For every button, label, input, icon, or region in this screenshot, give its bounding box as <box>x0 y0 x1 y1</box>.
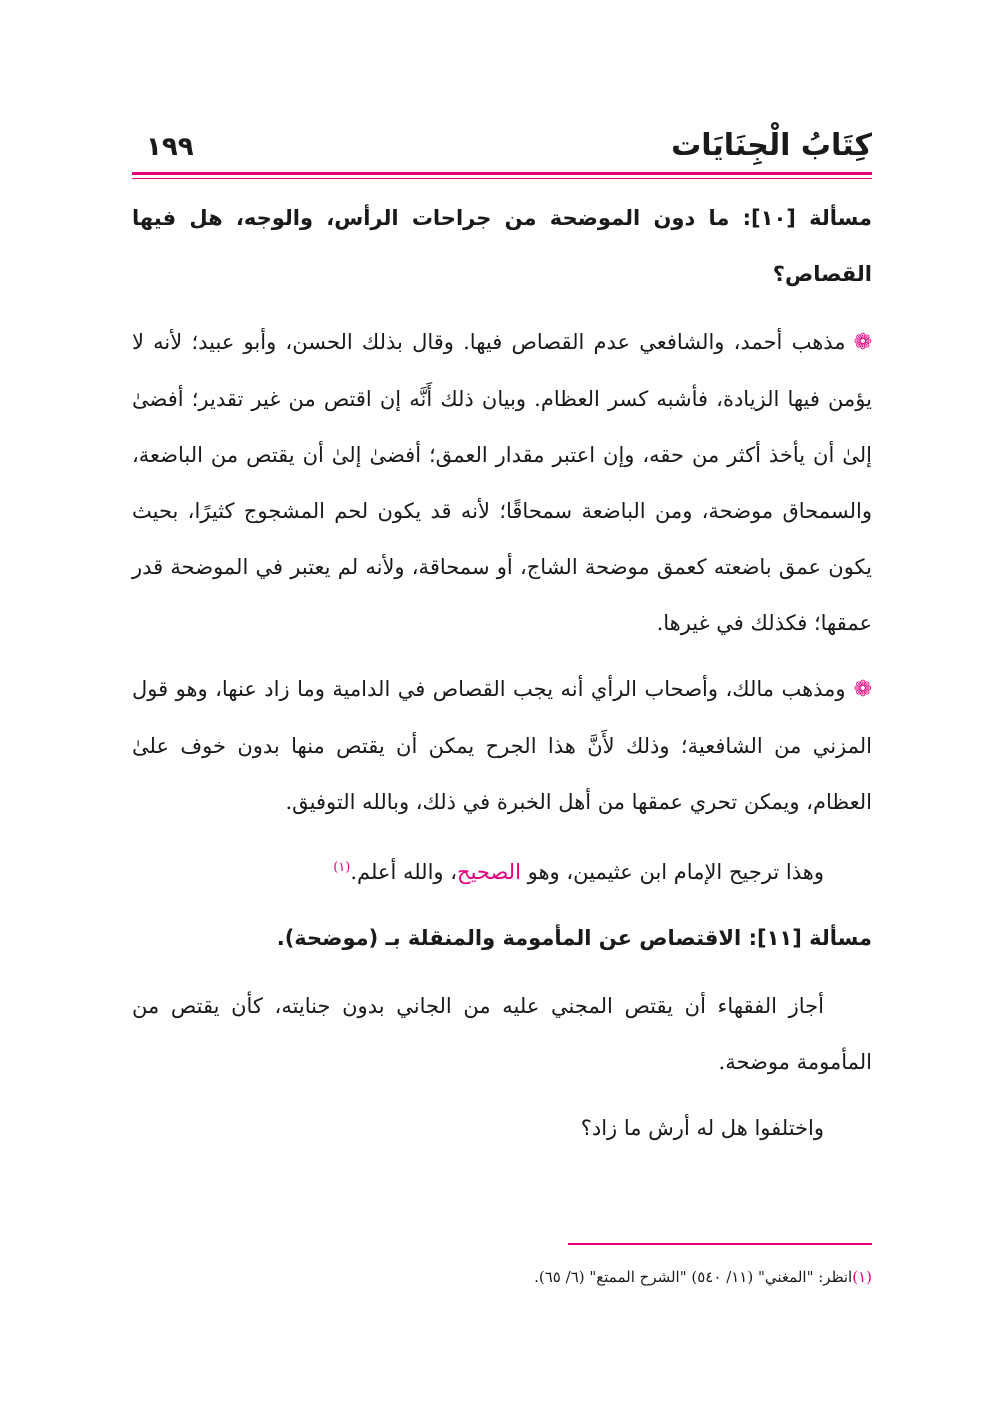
paragraph-ahmad-shafii <box>132 314 872 651</box>
flower-bullet-icon: ❁ <box>853 330 872 355</box>
paragraph-fuqaha <box>132 978 872 1090</box>
page-header <box>132 128 872 168</box>
highlight-word: الصحيح <box>457 860 521 884</box>
question-text: الاقتصاص عن المأمومة والمنقلة بـ (موضحة). <box>276 926 742 950</box>
header-rule-thin <box>132 178 872 179</box>
question-text: ما دون الموضحة من جراحات الرأس، والوجه، هل فيها القصاص؟ <box>132 206 872 286</box>
footnote-text: انظر: "المغني" (١١/ ٥٤٠) "الشرح الممتع" (٦/ ٦٥). <box>534 1268 853 1286</box>
footnote-number: (١) <box>852 1268 872 1286</box>
paragraph-text: وهذا ترجيح الإمام ابن عثيمين، وهو <box>527 860 824 884</box>
paragraph-text: واختلفوا هل له أرش ما زاد؟ <box>580 1116 824 1140</box>
footnote <box>132 1262 872 1292</box>
question-label: مسألة [١٠]: <box>742 206 872 230</box>
running-title: كِتَابُ الْجِنَايَات <box>671 128 872 163</box>
question-heading-10 <box>132 190 872 302</box>
paragraph-malik <box>132 661 872 830</box>
footnote-reference[interactable]: (١) <box>333 860 351 875</box>
flower-bullet-icon: ❁ <box>853 677 872 702</box>
paragraph-text: ومذهب مالك، وأصحاب الرأي أنه يجب القصاص في الدامية وما زاد عنها، وهو قول المزني من الشافعية؛ وذلك لأَنَّ هذا الجرح يمكن أن يقتص منها بدون خوف علىٰ العظام، ويمكن تحري عمقها من أهل الخبرة في ذلك، وبالله التوفيق. <box>132 677 872 814</box>
footnote-separator <box>568 1243 872 1245</box>
paragraph-text: مذهب أحمد، والشافعي عدم القصاص فيها. وقال بذلك الحسن، وأبو عبيد؛ لأنه لا يؤمن فيها الزيادة، فأشبه كسر العظام. وبيان ذلك أَنَّه إن اقتص من غير تقدير؛ أفضىٰ إلىٰ أن يأخذ أكثر من حقه، وإن اعتبر مقدار العمق؛ أفضىٰ إلىٰ أن يقتص من الباضعة، والسمحاق موضحة، ومن الباضعة سمحاقًا؛ لأنه قد يكون لحم المشجوج كثيرًا، بحيث يكون عمق باضعته كعمق موضحة الشاج، أو سمحاقة، ولأنه لم يعتبر في الموضحة قدر عمقها؛ فكذلك في غيرها. <box>132 330 872 635</box>
question-label: مسألة [١١]: <box>748 926 872 950</box>
page-number: ١٩٩ <box>146 132 194 162</box>
paragraph-text: أجاز الفقهاء أن يقتص المجني عليه من الجاني بدون جنايته، كأن يقتص من المأمومة موضحة. <box>132 994 872 1074</box>
question-heading-11 <box>132 910 872 966</box>
main-text <box>132 190 872 1166</box>
paragraph-tarjih <box>132 840 872 900</box>
paragraph-ikhtilaf <box>132 1100 872 1156</box>
paragraph-text-end: ، والله أعلم. <box>350 860 458 884</box>
header-rule-thick <box>132 172 872 175</box>
